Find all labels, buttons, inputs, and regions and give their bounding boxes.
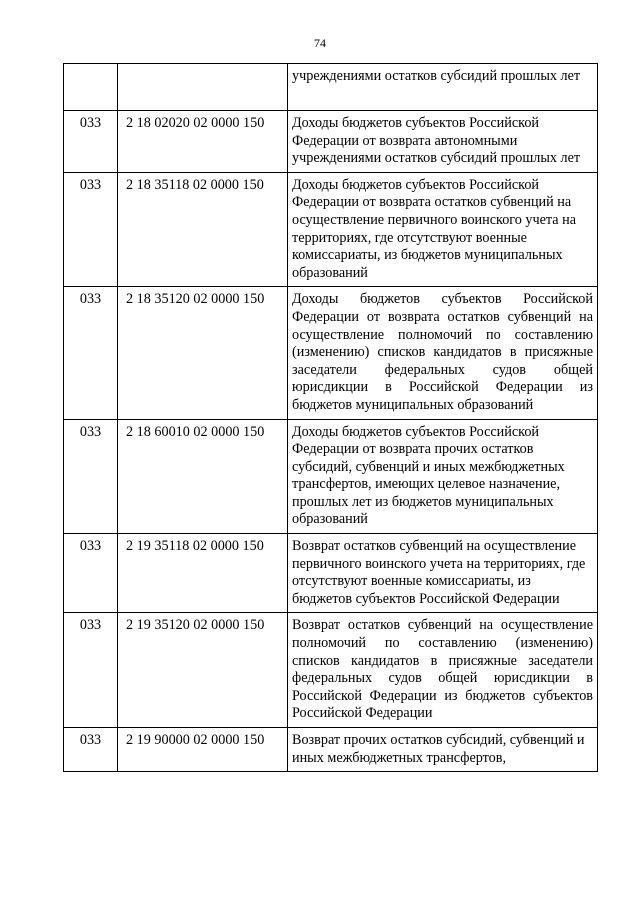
description-cell: Возврат прочих остатков субсидий, субвенций и иных межбюджетных трансфертов, (288, 728, 598, 772)
budget-code-cell: 2 19 90000 02 0000 150 (118, 728, 288, 772)
table-row (64, 64, 598, 111)
admin-code-cell: 033 (64, 419, 118, 534)
table-row (64, 287, 598, 419)
description-cell: Доходы бюджетов субъектов Российской Федерации от возврата остатков субвенций на осуществление первичного воинского учета на территориях, где отсутствуют военные комиссариаты, из бюджетов муниципальных образований (288, 172, 598, 287)
table-row (64, 111, 598, 173)
budget-code-cell: 2 18 35120 02 0000 150 (118, 287, 288, 419)
budget-code-cell (118, 64, 288, 111)
description-cell: Доходы бюджетов субъектов Российской Федерации от возврата автономными учреждениями остатков субсидий прошлых лет (288, 111, 598, 173)
budget-classification-table (63, 63, 598, 772)
table-row (64, 172, 598, 287)
admin-code-cell: 033 (64, 613, 118, 728)
admin-code-cell (64, 64, 118, 111)
description-cell: Возврат остатков субвенций на осуществление первичного воинского учета на территориях, где отсутствуют военные комиссариаты, из бюджетов субъектов Российской Федерации (288, 534, 598, 613)
description-cell: Возврат остатков субвенций на осуществление полномочий по составлению (изменению) списков кандидатов в присяжные заседатели федеральных судов общей юрисдикции в Российской Федерации из бюджетов субъектов Российской Федерации (288, 613, 598, 728)
budget-code-cell: 2 18 02020 02 0000 150 (118, 111, 288, 173)
page-number: 74 (314, 36, 326, 50)
admin-code-cell: 033 (64, 728, 118, 772)
admin-code-cell: 033 (64, 172, 118, 287)
table-row (64, 728, 598, 772)
admin-code-cell: 033 (64, 287, 118, 419)
description-cell: Доходы бюджетов субъектов Российской Федерации от возврата прочих остатков субсидий, субвенций и иных межбюджетных трансфертов, имеющих целевое назначение, прошлых лет из бюджетов муниципальных образований (288, 419, 598, 534)
budget-code-cell: 2 19 35120 02 0000 150 (118, 613, 288, 728)
table-row (64, 534, 598, 613)
admin-code-cell: 033 (64, 111, 118, 173)
table-row (64, 613, 598, 728)
description-cell: Доходы бюджетов субъектов Российской Федерации от возврата остатков субвенций на осуществление полномочий по составлению (изменению) списков кандидатов в присяжные заседатели федеральных судов общей юрисдикции в Российской Федерации из бюджетов муниципальных образований (288, 287, 598, 419)
budget-code-cell: 2 18 35118 02 0000 150 (118, 172, 288, 287)
table-row (64, 419, 598, 534)
description-cell: учреждениями остатков субсидий прошлых лет (288, 64, 598, 111)
budget-code-cell: 2 18 60010 02 0000 150 (118, 419, 288, 534)
budget-code-cell: 2 19 35118 02 0000 150 (118, 534, 288, 613)
admin-code-cell: 033 (64, 534, 118, 613)
